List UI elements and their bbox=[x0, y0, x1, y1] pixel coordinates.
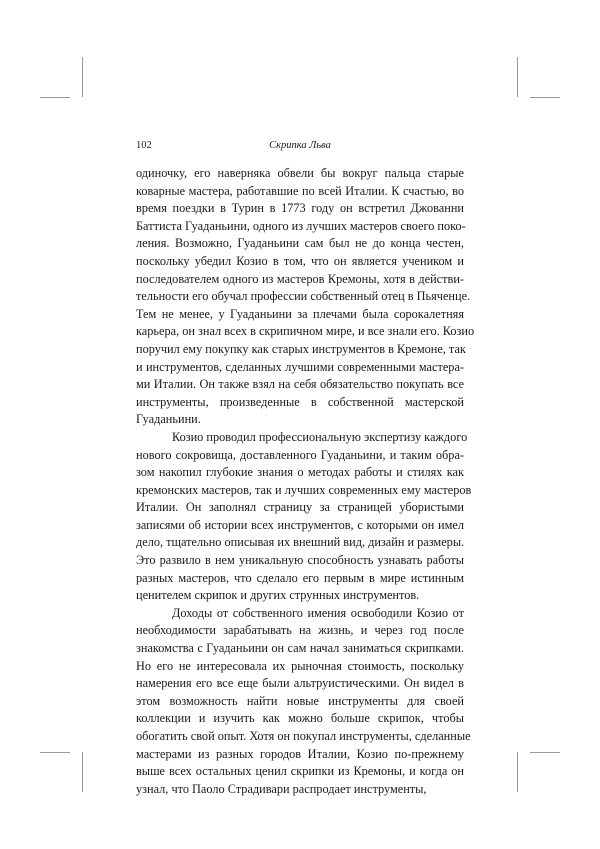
text-line: инструменты, произведенные в собственной мастерской bbox=[136, 394, 464, 409]
text-line: Италии. Он заполнял страницу за страницей убористыми bbox=[136, 500, 464, 515]
page-number: 102 bbox=[136, 140, 152, 151]
text-line: знакомства с Гуаданьини он сам начал заниматься скрипками. bbox=[136, 641, 464, 656]
text-line: и инструментов, сделанных лучшими современными мастера- bbox=[136, 359, 464, 374]
text-line: ления. Возможно, Гуаданьини сам был не до конца честен, bbox=[136, 236, 464, 251]
paragraph bbox=[136, 605, 471, 799]
text-line: узнал, что Паоло Страдивари распродает инструменты, bbox=[136, 781, 427, 796]
text-line: нового сокровища, доставленного Гуаданьини, и таким обра- bbox=[136, 447, 464, 462]
text-line: тельности его обучал профессии собственный отец в Пьяченце. bbox=[136, 289, 471, 304]
paragraph bbox=[136, 165, 475, 429]
text-line: поручил ему покупку как старых инструментов в Кремоне, так bbox=[136, 341, 466, 356]
text-line: намерения его все еще были альтруистическими. Он видел в bbox=[136, 676, 464, 691]
text-line: карьера, он знал всех в скрипичном мире, и все знали его. Козио bbox=[136, 324, 475, 339]
crop-mark-top-left-horizontal bbox=[40, 97, 70, 98]
crop-mark-bottom-left-vertical bbox=[82, 752, 83, 792]
text-line: выше всех остальных ценил скрипки из Кремоны, и когда он bbox=[136, 764, 464, 779]
text-line: зом накопил глубокие знания о методах работы и стилях как bbox=[136, 465, 464, 480]
text-line: одиночку, его наверняка обвели бы вокруг пальца старые bbox=[136, 166, 464, 180]
text-line: поскольку убедил Козио в том, что он является учеником и bbox=[136, 253, 464, 268]
crop-mark-bottom-left-horizontal bbox=[40, 752, 70, 753]
crop-mark-top-right-horizontal bbox=[530, 97, 560, 98]
text-line: кремонских мастеров, так и лучших современных ему мастеров bbox=[136, 482, 472, 497]
text-line: разных мастеров, что сделало его первым в мире истинным bbox=[136, 570, 464, 585]
text-line: Гуаданьини. bbox=[136, 412, 201, 427]
text-line: Козио проводил профессиональную экспертизу каждого bbox=[172, 429, 468, 444]
body-text bbox=[136, 165, 475, 798]
text-line: необходимости зарабатывать на жизнь, и через год после bbox=[136, 623, 464, 638]
text-line: Но его не интересовала их рыночная стоимость, поскольку bbox=[136, 658, 464, 673]
text-line: Это развило в нем уникальную способность узнавать работы bbox=[136, 553, 464, 568]
text-line: мастерами из разных городов Италии, Козио по-прежнему bbox=[136, 746, 464, 761]
text-line: последователем одного из мастеров Кремоны, хотя в действи- bbox=[136, 271, 464, 286]
text-line: Баттиста Гуаданьини, одного из лучших мастеров своего поко- bbox=[136, 218, 466, 233]
text-line: записями об истории всех инструментов, с которыми он имел bbox=[136, 517, 464, 532]
text-line: Доходы от собственного имения освободили Козио от bbox=[172, 605, 464, 620]
text-line: обогатить свой опыт. Хотя он покупал инструменты, сделанные bbox=[136, 729, 471, 743]
text-line: этом возможность найти новые инструменты для своей bbox=[136, 693, 464, 708]
crop-mark-top-right-vertical bbox=[517, 57, 518, 97]
text-line: дело, тщательно описывая их внешний вид, дизайн и размеры. bbox=[136, 535, 465, 550]
running-title: Скрипка Льва bbox=[269, 140, 331, 151]
crop-mark-bottom-right-vertical bbox=[517, 752, 518, 792]
crop-mark-bottom-right-horizontal bbox=[530, 752, 560, 753]
crop-mark-top-left-vertical bbox=[82, 57, 83, 97]
text-line: ми Италии. Он также взял на себя обязательство покупать все bbox=[136, 377, 464, 392]
text-line: коллекции и изучить как можно больше скрипок, чтобы bbox=[136, 711, 464, 726]
text-line: время поездки в Турин в 1773 году он встретил Джованни bbox=[136, 201, 464, 216]
text-line: Тем не менее, у Гуаданьини за плечами была сорокалетняя bbox=[136, 306, 464, 321]
text-line: ценителем скрипок и других струнных инструментов. bbox=[136, 588, 420, 603]
running-head bbox=[136, 140, 464, 156]
paragraph bbox=[136, 429, 472, 605]
text-line: коварные мастера, работавшие по всей Италии. К счастью, во bbox=[136, 183, 464, 198]
